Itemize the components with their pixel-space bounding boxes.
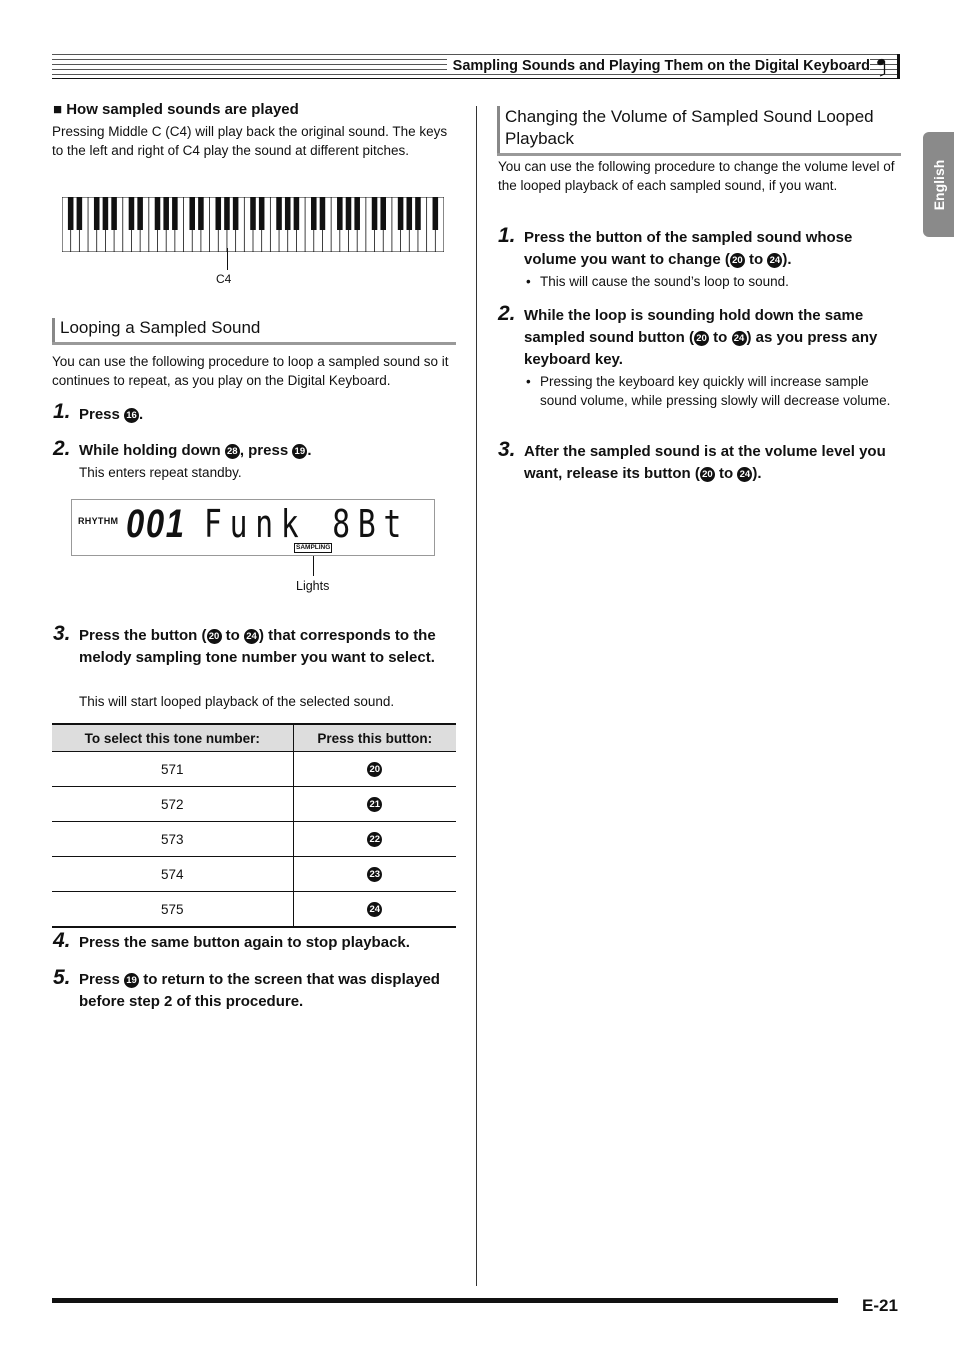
black-key (233, 197, 239, 230)
looping-step-3: Press the button ( 20 to 24 ) that corresponds to the melody sampling tone number you want to select. (79, 627, 436, 666)
table-row (52, 752, 456, 787)
black-key (94, 197, 100, 230)
page-number: E-21 (862, 1296, 898, 1315)
volume-step-2-bullet: • Pressing the keyboard key quickly will increase sample sound volume, while pressing slowly will decrease volume. (526, 374, 891, 408)
black-key (215, 197, 221, 230)
button-16-icon: 16 (124, 408, 139, 423)
volume-step-3: After the sampled sound is at the volume level you want, release its button ( 20 to 24 ). (524, 443, 886, 482)
black-key (163, 197, 169, 230)
black-key (346, 197, 352, 230)
button-19-icon: 19 (124, 973, 139, 988)
keyboard-illustration (62, 197, 444, 252)
looping-step-5: Press 19 to return to the screen that was displayed before step 2 of this procedure. (79, 971, 440, 1010)
black-key (276, 197, 282, 230)
black-key (337, 197, 343, 230)
button-20-icon: 20 (207, 629, 222, 644)
black-key (294, 197, 300, 230)
button-24-icon: 24 (244, 629, 259, 644)
black-key (372, 197, 378, 230)
language-tab (923, 132, 954, 237)
table-row (52, 787, 456, 822)
volume-step-2: While the loop is sounding hold down the same sampled sound button ( 20 to 24 ) as you press any keyboard key. (524, 307, 878, 368)
black-key (111, 197, 117, 230)
black-key (311, 197, 317, 230)
lcd-sampling-indicator: SAMPLING (296, 544, 331, 551)
button-24-icon: 24 (767, 253, 782, 268)
looping-intro: You can use the following procedure to loop a sampled sound so it continues to repeat, as you play on the Digital Keyboard. (52, 354, 449, 388)
button-24-icon: 24 (737, 467, 752, 482)
lcd-tone-name: Funk 8Bt (204, 502, 410, 546)
black-key (77, 197, 83, 230)
footer-bar (52, 1298, 838, 1303)
black-key (198, 197, 204, 230)
black-key (250, 197, 256, 230)
tone-number-cell: 572 (52, 787, 293, 822)
black-key (103, 197, 109, 230)
button-20-icon: 20 (730, 253, 745, 268)
black-key (320, 197, 326, 230)
black-key (406, 197, 412, 230)
table-row (52, 857, 456, 892)
volume-intro: You can use the following procedure to change the volume level of the looped playback of each sampled sound, if you want. (498, 159, 895, 193)
button-20-icon: 20 (700, 467, 715, 482)
tone-button-table (52, 723, 456, 928)
volume-step-1-bullet: • This will cause the sound’s loop to sound. (526, 274, 789, 289)
looping-step-4: Press the same button again to stop playback. (79, 934, 410, 951)
black-key (137, 197, 143, 230)
button-28-icon: 28 (225, 444, 240, 459)
black-key (129, 197, 135, 230)
black-key (224, 197, 230, 230)
step-number: 3. (498, 438, 516, 461)
button-22-icon: 22 (367, 832, 382, 847)
lcd-tone-number: 001 (126, 502, 186, 546)
lcd-rhythm-indicator: RHYTHM (78, 516, 119, 526)
lights-label: Lights (296, 579, 330, 593)
table-header-button: Press this button: (293, 724, 456, 752)
black-key (285, 197, 291, 230)
tone-number-cell: 575 (52, 892, 293, 928)
black-key (433, 197, 439, 230)
black-key (380, 197, 386, 230)
button-24-icon: 24 (367, 902, 382, 917)
black-key (354, 197, 360, 230)
volume-section-title: Changing the Volume of Sampled Sound Looped Playback (505, 107, 874, 148)
looping-step-3-note: This will start looped playback of the selected sound. (79, 694, 395, 709)
volume-step-1: Press the button of the sampled sound whose volume you want to change ( 20 to 24 ). (524, 229, 853, 268)
header-edge-bar (897, 54, 900, 79)
looping-step-2-note: This enters repeat standby. (79, 465, 242, 480)
volume-section-header (497, 106, 901, 156)
step-number: 1. (53, 400, 71, 423)
c4-label: C4 (216, 272, 232, 286)
step-number: 2. (498, 302, 516, 325)
step-number: 4. (53, 929, 71, 952)
table-row (52, 822, 456, 857)
button-20-icon: 20 (367, 762, 382, 777)
music-note-icon (874, 54, 892, 78)
black-key (415, 197, 421, 230)
black-key (155, 197, 161, 230)
how-played-body: Pressing Middle C (C4) will play back the original sound. The keys to the left and right of C4 play the sound at different pitches. (52, 124, 448, 158)
black-key (172, 197, 178, 230)
lights-pointer-line (313, 556, 314, 576)
black-key (68, 197, 74, 230)
how-played-heading: ■ How sampled sounds are played (53, 101, 299, 118)
page-header (52, 54, 900, 78)
black-key (189, 197, 195, 230)
table-row (52, 892, 456, 928)
table-header-tone: To select this tone number: (52, 724, 293, 752)
button-24-icon: 24 (732, 331, 747, 346)
button-20-icon: 20 (694, 331, 709, 346)
tone-number-cell: 573 (52, 822, 293, 857)
button-23-icon: 23 (367, 867, 382, 882)
header-title: Sampling Sounds and Playing Them on the Digital Keyboard (447, 58, 870, 74)
c4-pointer-line (227, 248, 228, 270)
step-number: 1. (498, 224, 516, 247)
looping-step-1: Press 16 . (79, 406, 144, 423)
black-key (398, 197, 404, 230)
step-number: 2. (53, 437, 71, 460)
looping-section-header (52, 318, 456, 345)
tone-number-cell: 571 (52, 752, 293, 787)
looping-section-title: Looping a Sampled Sound (60, 318, 261, 337)
looping-step-2: While holding down 28 , press 19 . (79, 442, 312, 459)
button-21-icon: 21 (367, 797, 382, 812)
black-key (259, 197, 265, 230)
tone-number-cell: 574 (52, 857, 293, 892)
lcd-display (71, 499, 435, 556)
language-tab-label: English (930, 159, 947, 210)
step-number: 5. (53, 966, 71, 989)
column-divider (476, 106, 477, 1286)
button-19-icon: 19 (292, 444, 307, 459)
step-number: 3. (53, 622, 71, 645)
